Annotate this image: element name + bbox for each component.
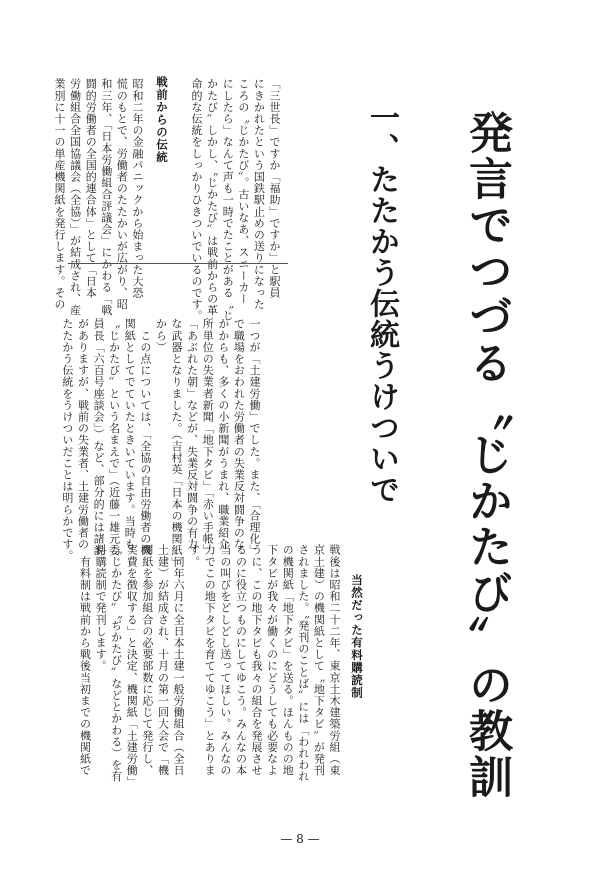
section-subtitle: 一、たたかう伝統うけついで <box>364 102 399 505</box>
page-number: — 8 — <box>280 832 320 846</box>
section-heading-subscription: 当然だった有料購読制 <box>350 574 364 699</box>
section-body-subscription: 戦後は昭和二十二年、東京土木建築労組（東 京土建）の機関紙として〝地下タビ〟が発刊 されました。〝発刊のことば〟には「われわれ の機関紙「地下タビ」を送る。ほんものの地 下タビが我々が働くのにどうしても必要なよ うに、この地下タビも我々の組合を発展させ るのに役立つものにしてゆこう。みんなの本 当の叫びをどしどし送ってほしい。みんなの 力でこの地下タビを育ててゆこう」とありま す。 同年六月に全日本土建一般労働組合（全日 土建）が結成され、十月の第一回大会で「機 関紙を参加組合の必要部数に応じて発行し、 実費を徴収する」と決定、機関紙「土建労働」 〝じかたび〟〝ぢかたび〟などとかわる）を有 料購読制で発刊します。 有料制は戦前から戦後当初までの機関紙で <box>78 544 341 788</box>
page-title: 発言でつづる〝じかたび〟の教訓 <box>461 110 512 800</box>
lower-body-text: 一つが「土建労働」でした。また、「合理化」 で職場をおわれた労働者の失業反対闘争のな かからも、多くの小新聞がうまれ、職業紹介 所単位の失業者新聞「地下タビ」「赤い手帳」 「あぶれた朝」などが、失業反対闘争の有力 な武器となりました。（吉村英「日本の機関紙」 から） この点については、「全協の自由労働者の機 関紙としてでていたときいています。当時も 〝じかたび〟という名まえで」（近藤一雄元委 員長「六百号座談会」）など、部分的には諸説 がありますが、戦前の失業者、土建労働者の たたかう伝統をうけついだことは明らかです。 <box>60 318 261 568</box>
intro-text: 「三世長」ですか「福助」ですか」と駅員 にきかれたという国鉄駅止めの送りになった ころの〝じかたび〟。古いなあ、スニーカー にしたら」なんて声も一時でたことがある〝じ かたび〟しかし、〝じかたび〟は戦前からの革 命的な伝統をしっかりひきついでいるのです。 <box>190 78 281 322</box>
column-divider <box>68 263 288 264</box>
section-body-prewar: 昭和二年の金融パニックから始まった大恐 慌のもとで、労働者のたたかいが広がり、昭 和三年、「日本労働組合評議会」にかわる「戦 闘的労働者の全国的連合体」として「日本 労働組合全国協議会（全協）」が結成され、産 業別に十一の単産機関紙を発行します。その <box>53 78 144 317</box>
section-heading-prewar: 戦前からの伝統 <box>155 76 169 164</box>
